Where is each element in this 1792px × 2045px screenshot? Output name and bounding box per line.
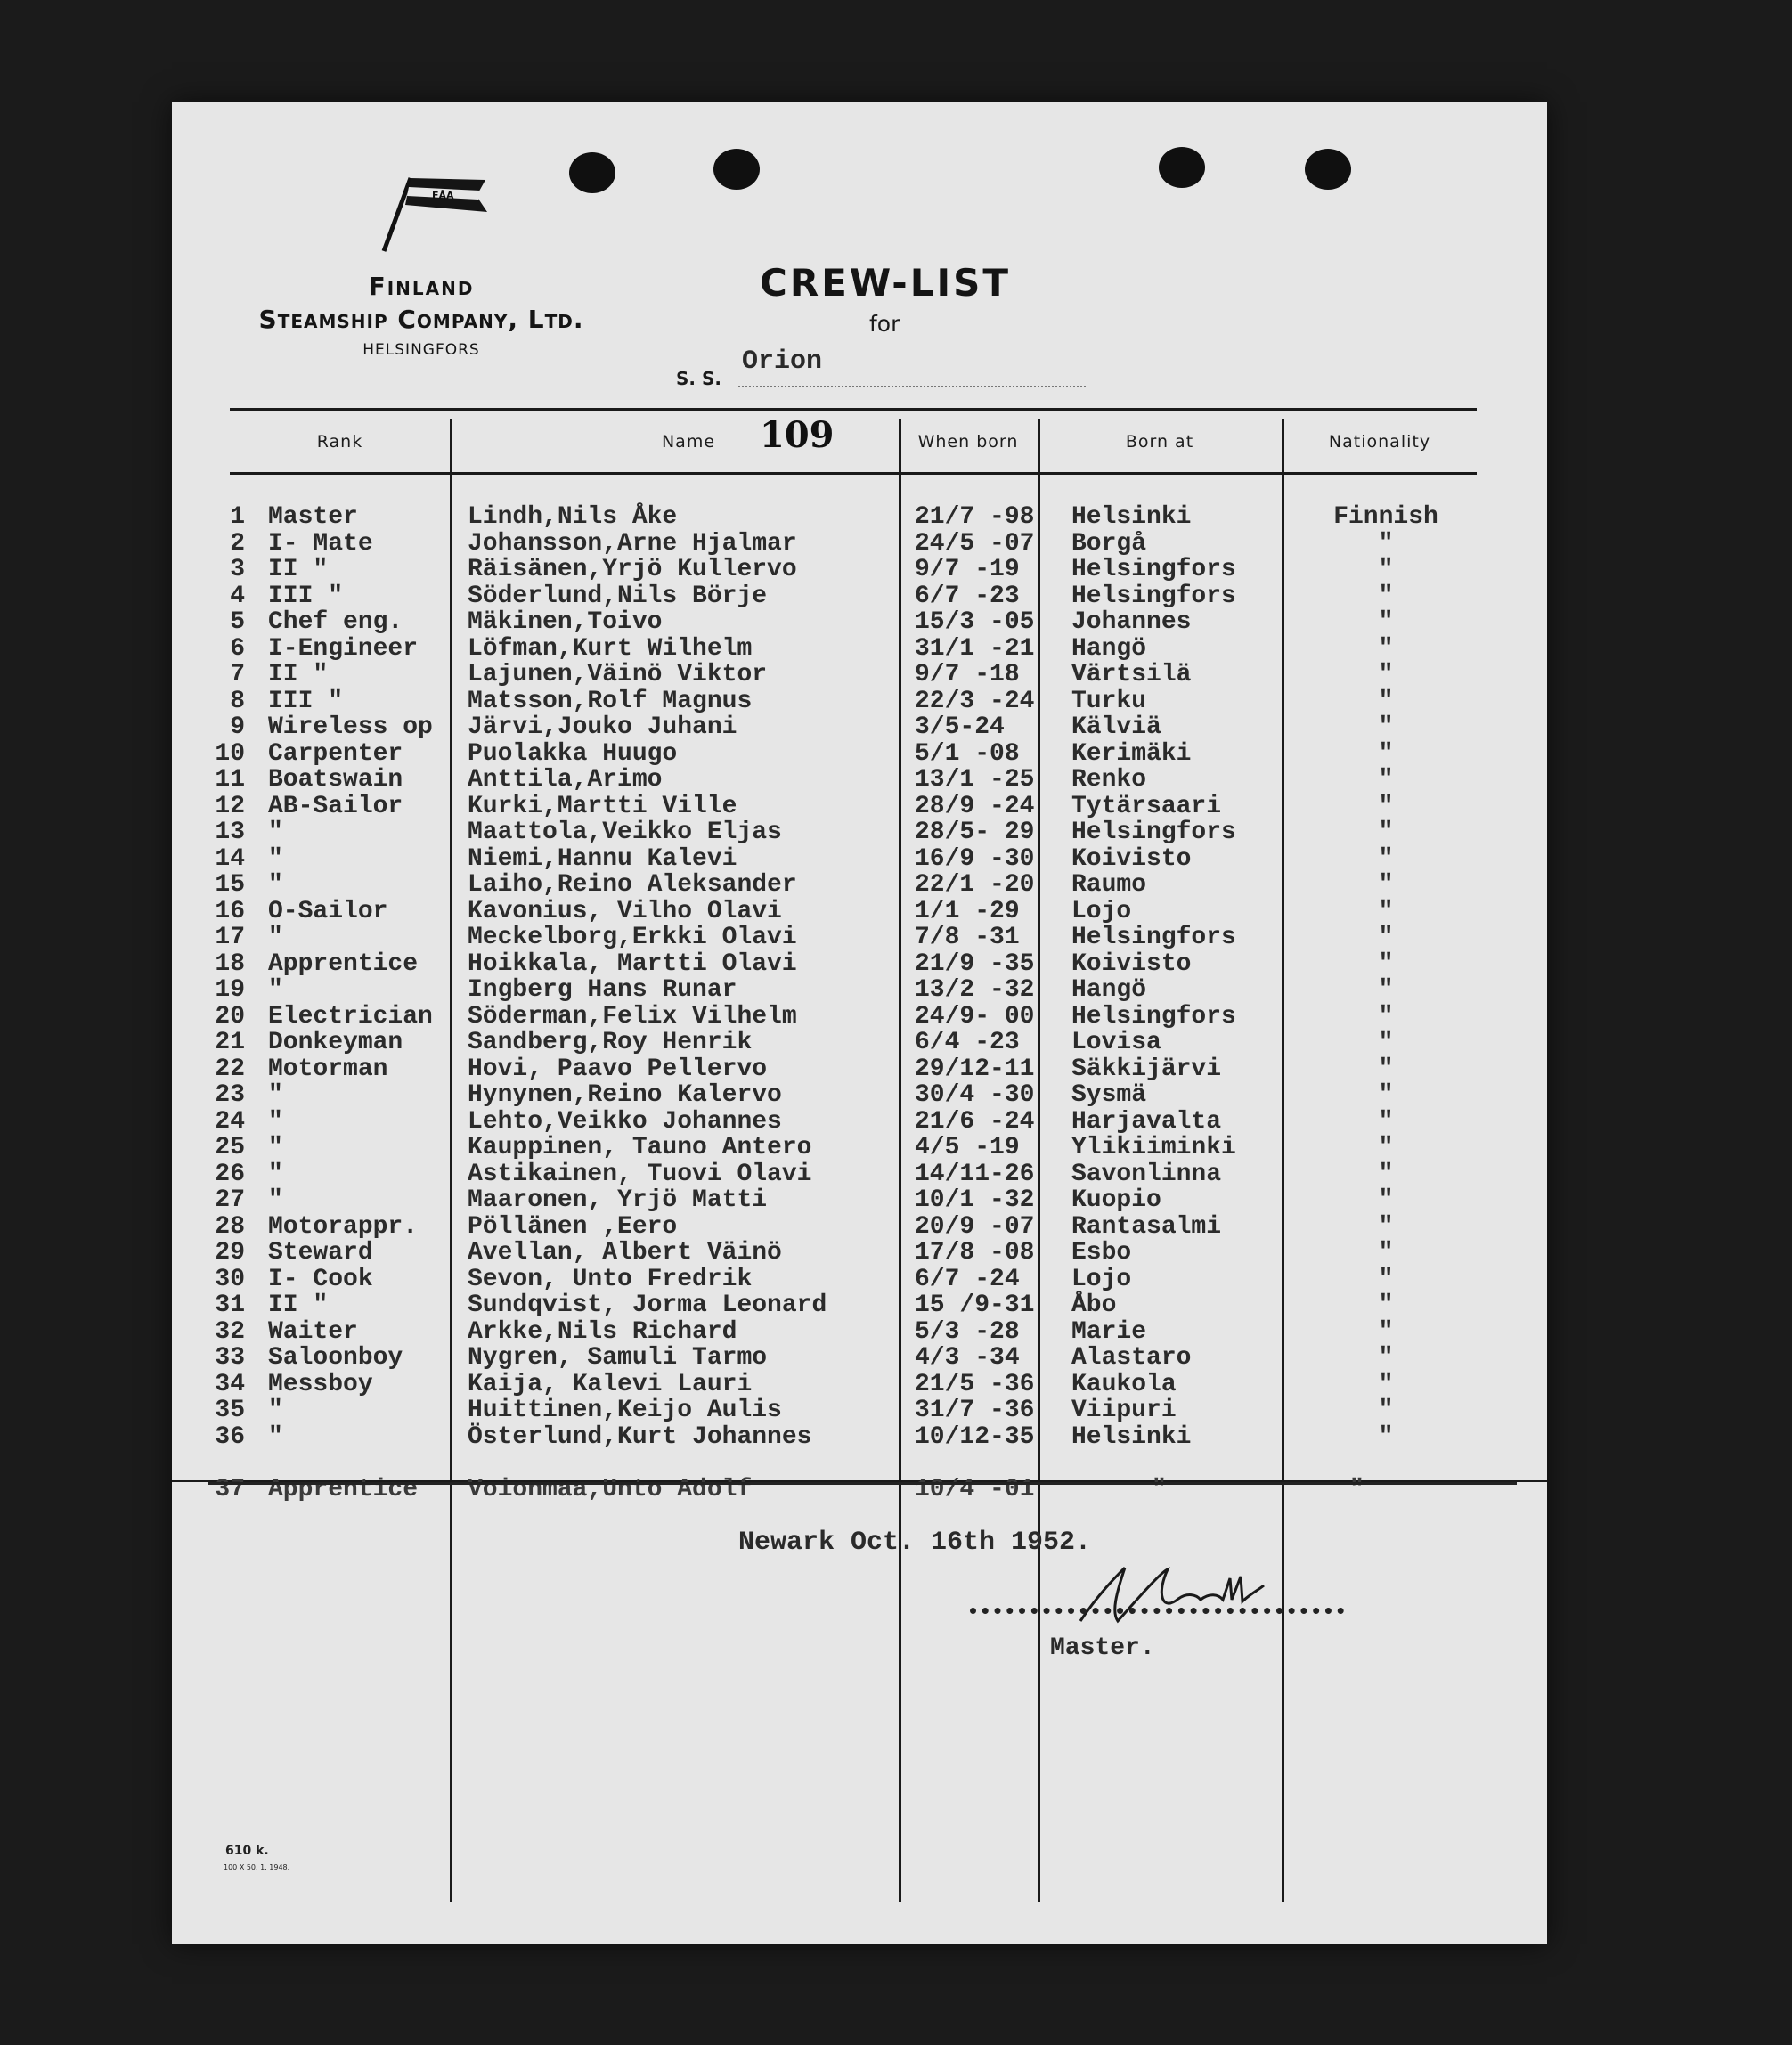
row-name: Laiho,Reino Aleksander: [468, 871, 797, 899]
row-name: Astikainen, Tuovi Olavi: [468, 1160, 812, 1188]
crew-row: [172, 1423, 1547, 1450]
crew-row: [172, 976, 1547, 1003]
row-place: Helsingfors: [1071, 924, 1236, 951]
row-name: Räisänen,Yrjö Kullervo: [468, 556, 797, 583]
row-nationality: ": [1378, 976, 1394, 1004]
row-nationality: ": [1378, 687, 1394, 715]
crew-row: [172, 740, 1547, 767]
row-rank: Apprentice: [268, 1476, 419, 1503]
row-name: Löfman,Kurt Wilhelm: [468, 634, 753, 663]
row-rank: Master: [268, 503, 358, 531]
row-number: 26: [215, 1160, 245, 1188]
row-born: 24/9- 00: [915, 1002, 1035, 1031]
row-rank: ": [268, 819, 283, 846]
row-nationality: ": [1378, 1344, 1394, 1372]
crew-row: [172, 871, 1547, 898]
row-rank: Motorappr.: [268, 1212, 419, 1241]
row-place: Säkkijärvi: [1071, 1055, 1222, 1083]
row-number: 27: [215, 1186, 245, 1214]
row-place: Helsingfors: [1071, 556, 1236, 583]
row-place: Hangö: [1071, 634, 1147, 663]
signature-dotted-line: [970, 1608, 1344, 1614]
crew-row: [172, 1239, 1547, 1266]
row-born: 13/1 -25: [915, 766, 1035, 794]
row-born: 7/8 -31: [915, 924, 1020, 951]
row-place: Hangö: [1071, 976, 1147, 1004]
crew-row: [172, 1081, 1547, 1108]
row-rank: ": [268, 924, 283, 951]
row-name: Kauppinen, Tauno Antero: [468, 1134, 812, 1161]
row-born: 10/4 -01: [915, 1476, 1035, 1503]
row-number: 8: [230, 687, 245, 715]
crew-row: [172, 1134, 1547, 1161]
row-nationality: ": [1378, 924, 1394, 951]
row-place: Alastaro: [1071, 1344, 1192, 1372]
row-place: Rantasalmi: [1071, 1212, 1222, 1241]
punch-hole: [1305, 149, 1351, 190]
row-place: Harjavalta: [1071, 1107, 1222, 1136]
crew-row: [172, 1318, 1547, 1345]
row-name: Pöllänen ,Eero: [468, 1212, 678, 1241]
row-born: 1/1 -29: [915, 897, 1020, 925]
row-name: Puolakka Huugo: [468, 739, 678, 768]
row-born: 15 /9-31: [915, 1291, 1035, 1319]
row-number: 13: [215, 819, 245, 846]
row-born: 9/7 -19: [915, 556, 1020, 583]
row-nationality: ": [1378, 1317, 1394, 1346]
row-name: Maattola,Veikko Eljas: [468, 819, 782, 846]
ss-label: S. S.: [676, 368, 721, 389]
row-place: Helsingfors: [1071, 1002, 1236, 1031]
row-number: 25: [215, 1134, 245, 1161]
row-place: Sysmä: [1071, 1081, 1147, 1109]
row-born: 21/5 -36: [915, 1370, 1035, 1398]
row-born: 30/4 -30: [915, 1081, 1035, 1109]
row-place: Värtsilä: [1071, 661, 1192, 688]
row-born: 3/5-24: [915, 713, 1005, 741]
row-number: 31: [215, 1291, 245, 1319]
column-header-nationality: Nationality: [1328, 432, 1431, 452]
crew-row: [172, 766, 1547, 793]
company-city: HELSINGFORS: [362, 341, 480, 359]
ship-name-dotted-line: [738, 386, 1086, 387]
row-born: 6/7 -24: [915, 1265, 1020, 1293]
row-nationality: ": [1378, 608, 1394, 636]
row-rank: II ": [268, 556, 329, 583]
row-born: 13/2 -32: [915, 976, 1035, 1004]
row-name: Mäkinen,Toivo: [468, 608, 663, 636]
row-number: 20: [215, 1002, 245, 1031]
row-place: Renko: [1071, 766, 1147, 794]
row-number: 28: [215, 1212, 245, 1241]
row-born: 31/1 -21: [915, 634, 1035, 663]
row-nationality: ": [1378, 1239, 1394, 1267]
row-place: Koivisto: [1071, 844, 1192, 873]
crew-row: [172, 635, 1547, 662]
row-rank: Messboy: [268, 1370, 373, 1398]
row-name: Hynynen,Reino Kalervo: [468, 1081, 782, 1109]
row-place: Esbo: [1071, 1239, 1132, 1267]
crew-row: [172, 950, 1547, 977]
row-number: 36: [215, 1422, 245, 1451]
strike-through-line: [208, 1482, 1517, 1485]
row-number: 32: [215, 1317, 245, 1346]
row-place: Tytärsaari: [1071, 792, 1222, 820]
crew-row: [172, 1186, 1547, 1213]
signer-role: Master.: [1050, 1634, 1155, 1662]
row-place: Kaukola: [1071, 1370, 1177, 1398]
row-name: Kavonius, Vilho Olavi: [468, 897, 782, 925]
row-number: 24: [215, 1107, 245, 1136]
row-nationality: ": [1378, 556, 1394, 583]
row-number: 34: [215, 1370, 245, 1398]
row-nationality: ": [1378, 1002, 1394, 1031]
row-nationality: ": [1378, 766, 1394, 794]
row-place: Turku: [1071, 687, 1147, 715]
row-nationality: ": [1378, 1186, 1394, 1214]
row-nationality: ": [1378, 1029, 1394, 1056]
row-name: Kaija, Kalevi Lauri: [468, 1370, 753, 1398]
crew-row: [172, 1108, 1547, 1135]
row-number: 21: [215, 1029, 245, 1056]
row-nationality: ": [1378, 1265, 1394, 1293]
row-name: Sevon, Unto Fredrik: [468, 1265, 753, 1293]
company-name-line1: Finland: [368, 272, 475, 301]
row-name: Lajunen,Väinö Viktor: [468, 661, 768, 688]
row-place: Kuopio: [1071, 1186, 1161, 1214]
row-rank: Saloonboy: [268, 1344, 403, 1372]
row-number: 19: [215, 976, 245, 1004]
row-nationality: ": [1378, 1291, 1394, 1319]
row-nationality: ": [1378, 819, 1394, 846]
row-number: 22: [215, 1055, 245, 1083]
row-place: Koivisto: [1071, 949, 1192, 978]
row-place: Lovisa: [1071, 1029, 1161, 1056]
row-born: 21/7 -98: [915, 503, 1035, 531]
crew-row: [172, 530, 1547, 557]
row-nationality: ": [1378, 844, 1394, 873]
crew-row: [172, 793, 1547, 819]
row-nationality: ": [1349, 1476, 1364, 1503]
crew-row: [172, 1003, 1547, 1030]
row-rank: Apprentice: [268, 949, 419, 978]
row-place: Lojo: [1071, 897, 1132, 925]
crew-row: [172, 924, 1547, 950]
row-born: 10/12-35: [915, 1422, 1035, 1451]
row-rank: Donkeyman: [268, 1029, 403, 1056]
row-number: 16: [215, 897, 245, 925]
row-place: Helsingfors: [1071, 582, 1236, 610]
row-born: 21/6 -24: [915, 1107, 1035, 1136]
crew-row: [172, 583, 1547, 609]
row-nationality: ": [1378, 529, 1394, 558]
row-rank: ": [268, 1081, 283, 1109]
row-nationality: ": [1378, 661, 1394, 688]
row-born: 5/3 -28: [915, 1317, 1020, 1346]
row-born: 6/7 -23: [915, 582, 1020, 610]
row-nationality: ": [1378, 1081, 1394, 1109]
row-born: 28/9 -24: [915, 792, 1035, 820]
crew-row: [172, 503, 1547, 530]
row-nationality: ": [1378, 713, 1394, 741]
row-born: 21/9 -35: [915, 949, 1035, 978]
row-nationality: ": [1378, 792, 1394, 820]
row-name: Johansson,Arne Hjalmar: [468, 529, 797, 558]
row-born: 6/4 -23: [915, 1029, 1020, 1056]
row-rank: Motorman: [268, 1055, 388, 1083]
row-rank: Waiter: [268, 1317, 358, 1346]
row-number: 30: [215, 1265, 245, 1293]
crew-row: [172, 819, 1547, 845]
row-name: Söderlund,Nils Börje: [468, 582, 768, 610]
crew-row: [172, 1266, 1547, 1292]
row-born: 17/8 -08: [915, 1239, 1035, 1267]
row-place: Kerimäki: [1071, 739, 1192, 768]
row-name: Maaronen, Yrjö Matti: [468, 1186, 768, 1214]
row-name: Sundqvist, Jorma Leonard: [468, 1291, 827, 1319]
row-born: 4/3 -34: [915, 1344, 1020, 1372]
row-name: Österlund,Kurt Johannes: [468, 1422, 812, 1451]
row-number: 14: [215, 844, 245, 873]
column-header-rank: Rank: [316, 432, 363, 452]
row-rank: ": [268, 1107, 283, 1136]
row-place: Johannes: [1071, 608, 1192, 636]
row-rank: ": [268, 1160, 283, 1188]
row-rank: Chef eng.: [268, 608, 403, 636]
row-number: 35: [215, 1397, 245, 1424]
row-rank: O-Sailor: [268, 897, 388, 925]
row-rank: ": [268, 1422, 283, 1451]
row-name: Söderman,Felix Vilhelm: [468, 1002, 797, 1031]
row-born: 14/11-26: [915, 1160, 1035, 1188]
row-rank: Electrician: [268, 1002, 433, 1031]
row-number: 10: [215, 739, 245, 768]
row-nationality: ": [1378, 1212, 1394, 1241]
row-place: Kälviä: [1071, 713, 1161, 741]
row-place: ": [1152, 1476, 1167, 1503]
row-number: 17: [215, 924, 245, 951]
crew-row: [172, 1161, 1547, 1187]
row-rank: AB-Sailor: [268, 792, 403, 820]
row-rank: Wireless op: [268, 713, 433, 741]
row-name: Kurki,Martti Ville: [468, 792, 737, 820]
row-born: 28/5- 29: [915, 819, 1035, 846]
list-number: 109: [760, 414, 835, 456]
row-place: Ylikiiminki: [1071, 1134, 1236, 1161]
row-nationality: ": [1378, 582, 1394, 610]
row-number: 9: [230, 713, 245, 741]
row-name: Järvi,Jouko Juhani: [468, 713, 737, 741]
row-name: Arkke,Nils Richard: [468, 1317, 737, 1346]
row-nationality: ": [1378, 739, 1394, 768]
row-rank: ": [268, 1134, 283, 1161]
row-born: 15/3 -05: [915, 608, 1035, 636]
row-rank: II ": [268, 661, 329, 688]
row-born: 5/1 -08: [915, 739, 1020, 768]
row-number: 11: [215, 766, 245, 794]
for-label: for: [869, 311, 900, 337]
row-number: 29: [215, 1239, 245, 1267]
row-nationality: ": [1378, 871, 1394, 899]
row-nationality: ": [1378, 1055, 1394, 1083]
form-code: 610 k.: [225, 1844, 269, 1858]
column-header-when-born: When born: [917, 432, 1019, 452]
row-nationality: ": [1378, 1107, 1394, 1136]
crew-row: [172, 713, 1547, 740]
row-name: Lindh,Nils Åke: [468, 503, 678, 531]
column-header-born-at: Born at: [1125, 432, 1194, 452]
row-name: Anttila,Arimo: [468, 766, 663, 794]
punch-hole: [569, 152, 615, 193]
row-place: Borgå: [1071, 529, 1147, 558]
row-born: 29/12-11: [915, 1055, 1035, 1083]
row-nationality: Finnish: [1333, 503, 1438, 531]
row-born: 9/7 -18: [915, 661, 1020, 688]
place-and-date: Newark Oct. 16th 1952.: [738, 1528, 1092, 1558]
row-rank: II ": [268, 1291, 329, 1319]
row-name: Ingberg Hans Runar: [468, 976, 737, 1004]
row-name: Hovi, Paavo Pellervo: [468, 1055, 768, 1083]
row-number: 2: [230, 529, 245, 558]
row-nationality: ": [1378, 1397, 1394, 1424]
crew-row: [172, 608, 1547, 635]
company-name-line2: Steamship Company, Ltd.: [258, 305, 584, 334]
company-letterhead: [225, 272, 617, 359]
table-header-rule: [230, 472, 1477, 475]
row-place: Marie: [1071, 1317, 1147, 1346]
row-place: Raumo: [1071, 871, 1147, 899]
row-number: 37: [215, 1476, 245, 1503]
row-name: Avellan, Albert Väinö: [468, 1239, 782, 1267]
row-rank: I-Engineer: [268, 634, 419, 663]
row-place: Viipuri: [1071, 1397, 1177, 1424]
row-name: Lehto,Veikko Johannes: [468, 1107, 782, 1136]
row-number: 7: [230, 661, 245, 688]
crew-row: [172, 1397, 1547, 1423]
crew-row: [172, 1344, 1547, 1371]
crew-list-sheet: [172, 102, 1547, 1944]
row-rank: ": [268, 871, 283, 899]
company-flag-logo: [377, 169, 493, 258]
row-rank: ": [268, 1186, 283, 1214]
document-title: CREW-LIST: [760, 261, 1012, 305]
row-rank: ": [268, 1397, 283, 1424]
row-born: 4/5 -19: [915, 1134, 1020, 1161]
row-born: 31/7 -36: [915, 1397, 1035, 1424]
row-number: 5: [230, 608, 245, 636]
crew-row: [172, 556, 1547, 583]
row-place: Helsinki: [1071, 503, 1192, 531]
row-name: Niemi,Hannu Kalevi: [468, 844, 737, 873]
crew-row: [172, 1029, 1547, 1055]
crew-row: [172, 661, 1547, 688]
row-number: 23: [215, 1081, 245, 1109]
row-nationality: ": [1378, 1160, 1394, 1188]
row-nationality: ": [1378, 949, 1394, 978]
master-signature: [1063, 1559, 1267, 1630]
row-name: Sandberg,Roy Henrik: [468, 1029, 753, 1056]
row-name: Matsson,Rolf Magnus: [468, 687, 753, 715]
flag-lettering: FÅA: [432, 190, 454, 201]
crew-row: [172, 845, 1547, 872]
row-number: 18: [215, 949, 245, 978]
row-number: 1: [230, 503, 245, 531]
row-number: 15: [215, 871, 245, 899]
row-rank: I- Cook: [268, 1265, 373, 1293]
form-print-note: 100 X 50. 1. 1948.: [224, 1863, 290, 1871]
row-rank: III ": [268, 582, 344, 610]
row-number: 3: [230, 556, 245, 583]
row-born: 22/1 -20: [915, 871, 1035, 899]
row-born: 10/1 -32: [915, 1186, 1035, 1214]
punch-hole: [713, 149, 760, 190]
row-rank: ": [268, 976, 283, 1004]
row-nationality: ": [1378, 634, 1394, 663]
table-top-rule: [230, 408, 1477, 411]
row-born: 22/3 -24: [915, 687, 1035, 715]
row-rank: ": [268, 844, 283, 873]
row-number: 4: [230, 582, 245, 610]
punch-hole: [1159, 147, 1205, 188]
crew-row: [172, 688, 1547, 714]
row-rank: Steward: [268, 1239, 373, 1267]
row-nationality: ": [1378, 1422, 1394, 1451]
row-place: Åbo: [1071, 1291, 1117, 1319]
row-name: Huittinen,Keijo Aulis: [468, 1397, 782, 1424]
row-number: 6: [230, 634, 245, 663]
row-rank: III ": [268, 687, 344, 715]
row-number: 33: [215, 1344, 245, 1372]
row-born: 24/5 -07: [915, 529, 1035, 558]
row-nationality: ": [1378, 897, 1394, 925]
row-rank: Carpenter: [268, 739, 403, 768]
crew-row: [172, 1055, 1547, 1082]
row-nationality: ": [1378, 1370, 1394, 1398]
struck-crew-row: [208, 1476, 1517, 1506]
row-rank: I- Mate: [268, 529, 373, 558]
crew-row: [172, 1213, 1547, 1240]
row-born: 20/9 -07: [915, 1212, 1035, 1241]
crew-row: [172, 898, 1547, 925]
row-rank: Boatswain: [268, 766, 403, 794]
row-name: Meckelborg,Erkki Olavi: [468, 924, 797, 951]
row-name: Nygren, Samuli Tarmo: [468, 1344, 768, 1372]
row-place: Helsingfors: [1071, 819, 1236, 846]
crew-row: [172, 1371, 1547, 1397]
crew-row: [172, 1291, 1547, 1318]
row-place: Savonlinna: [1071, 1160, 1222, 1188]
row-place: Helsinki: [1071, 1422, 1192, 1451]
row-place: Lojo: [1071, 1265, 1132, 1293]
ship-name: Orion: [742, 346, 823, 377]
row-name: Voionmaa,Unto Adolf: [468, 1476, 753, 1503]
row-born: 16/9 -30: [915, 844, 1035, 873]
row-name: Hoikkala, Martti Olavi: [468, 949, 797, 978]
row-number: 12: [215, 792, 245, 820]
row-nationality: ": [1378, 1134, 1394, 1161]
column-header-name: Name: [661, 432, 716, 452]
